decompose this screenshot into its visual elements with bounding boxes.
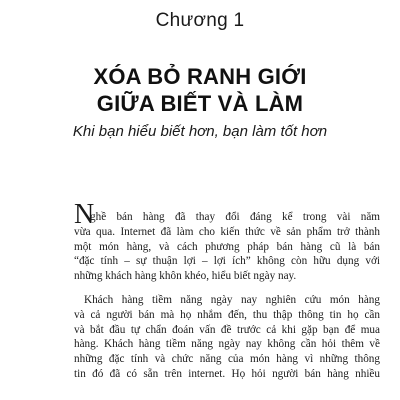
chapter-title-line-1: XÓA BỎ RANH GIỚI: [93, 64, 307, 89]
text-line: và bắt đầu tự chẩn đoán vấn đề trước cả khi gặp bạn để mua: [74, 323, 380, 336]
chapter-title-line-2: GIỮA BIẾT VÀ LÀM: [96, 91, 304, 116]
drop-cap: N: [74, 199, 95, 230]
text-line: vừa qua. Internet đã làm cho kiến thức về sản phẩm trở thành: [74, 225, 380, 238]
paragraph-spacer: [74, 284, 380, 293]
text-line: và cả người bán mà họ nhắm đến, thu thập thông tin họ cần: [74, 308, 380, 321]
paragraph-1: [74, 199, 380, 284]
text-line: hàng. Khách hàng tiềm năng ngày nay không cần hỏi thêm về: [74, 338, 380, 351]
text-line: một món hàng, và cách phương pháp bán hàng cũ là bán: [74, 240, 380, 253]
text-line: tin đó đã có sẵn trên internet. Họ hỏi người bán hàng nhiều: [74, 367, 380, 380]
paragraph-1-opening: [74, 199, 380, 230]
text-line: những đặc tính và chức năng của món hàng vì những thông: [74, 353, 380, 366]
text-line: ghề bán hàng đã thay đổi đáng kể trong vài năm: [90, 211, 380, 223]
paragraph-2: [74, 293, 380, 382]
text-line: Khách hàng tiềm năng ngày nay nghiên cứu món hàng: [84, 293, 380, 306]
chapter-subtitle: Khi bạn hiểu biết hơn, bạn làm tốt hơn: [72, 123, 328, 140]
text-line: “đặc tính – sự thuận lợi – lợi ích” không còn hữu dụng với: [74, 255, 380, 268]
body-text: [74, 199, 380, 382]
chapter-heading: Chương 1: [155, 10, 245, 31]
text-line: những khách hàng khôn khéo, hiểu biết ngày nay.: [74, 270, 297, 283]
